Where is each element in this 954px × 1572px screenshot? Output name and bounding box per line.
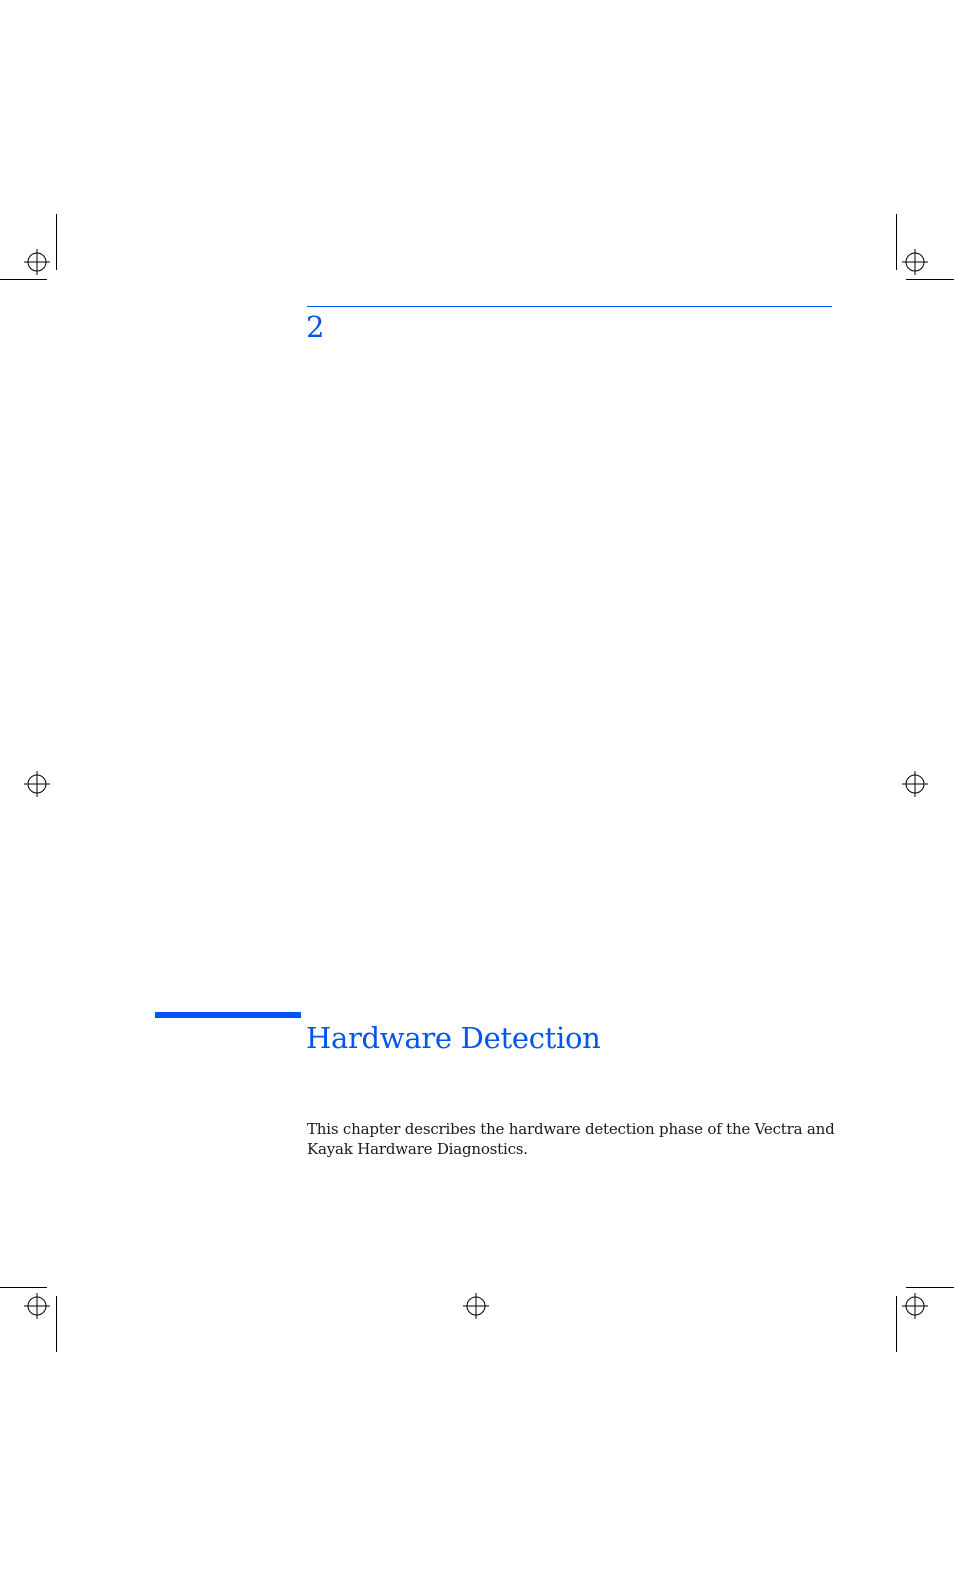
chapter-title: Hardware Detection	[306, 1021, 601, 1055]
crop-mark-top-left-vertical	[56, 214, 57, 270]
chapter-number: 2	[306, 310, 325, 344]
registration-mark-middle-right-icon	[902, 771, 928, 797]
registration-mark-top-left-icon	[24, 249, 50, 275]
registration-mark-bottom-center-icon	[463, 1293, 489, 1319]
chapter-intro-paragraph: This chapter describes the hardware detection phase of the Vectra and Kayak Hardware Diagnostics.	[307, 1120, 835, 1158]
crop-mark-bottom-left-horizontal	[0, 1287, 47, 1288]
crop-mark-bottom-right-horizontal	[906, 1287, 954, 1288]
crop-mark-top-right-vertical	[896, 214, 897, 270]
title-accent-bar	[155, 1012, 301, 1018]
crop-mark-bottom-right-vertical	[896, 1296, 897, 1352]
crop-mark-top-right-horizontal	[906, 279, 954, 280]
crop-mark-top-left-horizontal	[0, 279, 47, 280]
registration-mark-top-right-icon	[902, 249, 928, 275]
chapter-rule	[307, 306, 832, 307]
registration-mark-middle-left-icon	[24, 771, 50, 797]
crop-mark-bottom-left-vertical	[56, 1296, 57, 1352]
registration-mark-bottom-right-icon	[902, 1293, 928, 1319]
registration-mark-bottom-left-icon	[24, 1293, 50, 1319]
